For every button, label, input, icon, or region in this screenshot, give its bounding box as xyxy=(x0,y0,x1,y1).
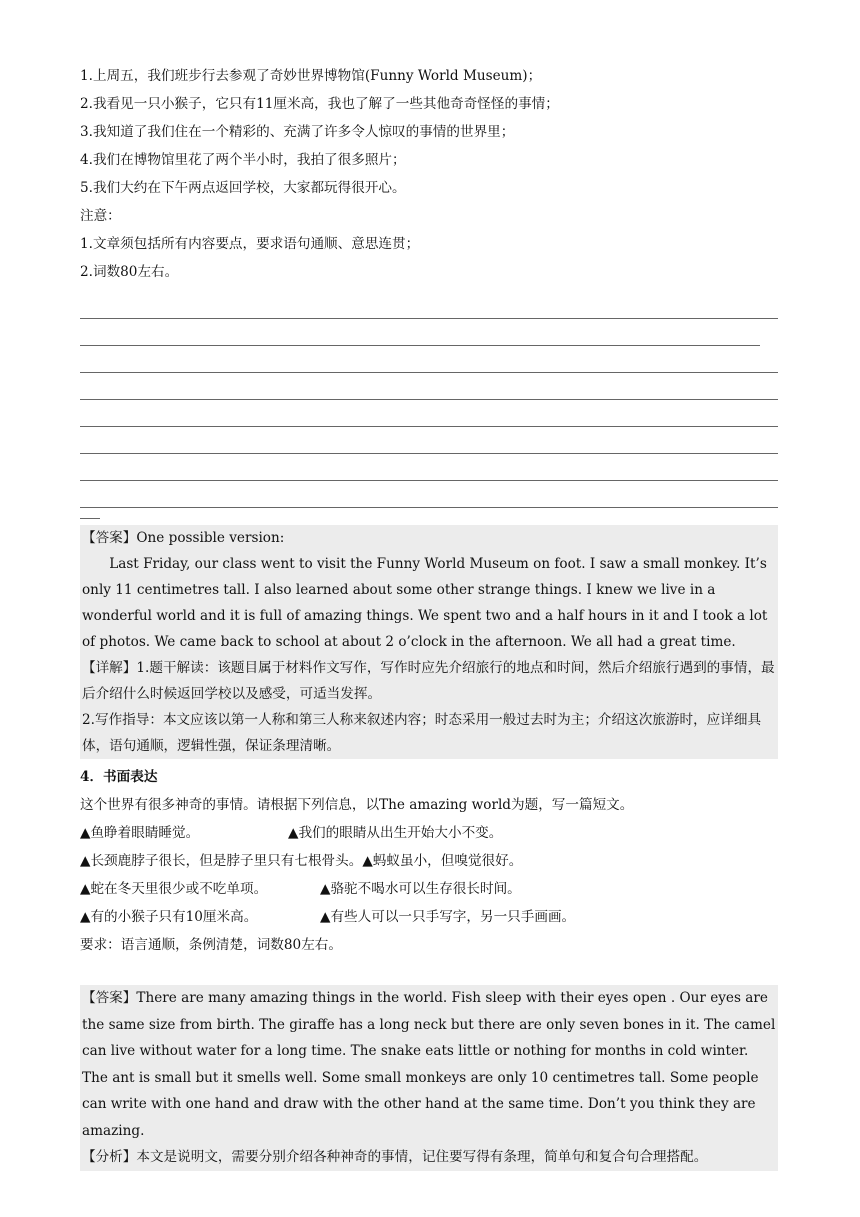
document-page xyxy=(80,62,778,1171)
fact-item: ▲蛇在冬天里很少或不吃单项。 xyxy=(80,881,268,897)
fact-row xyxy=(80,847,778,875)
answer-tag: 【答案】 xyxy=(82,530,137,546)
fact-row xyxy=(80,875,778,903)
notes-title: 注意： xyxy=(80,208,121,224)
note-2: 2.词数80左右。 xyxy=(80,264,179,280)
writing-line xyxy=(80,319,760,346)
point-4: 4.我们在博物馆里花了两个半小时，我拍了很多照片； xyxy=(80,152,406,168)
writing-line xyxy=(80,400,778,427)
fact-item: ▲长颈鹿脖子很长，但是脖子里只有七根骨头。 xyxy=(80,853,363,869)
point-1: 1.上周五，我们班步行去参观了奇妙世界博物馆(Funny World Museum)； xyxy=(80,68,542,84)
writing-line xyxy=(80,292,778,319)
point-2: 2.我看见一只小猴子，它只有11厘米高，我也了解了一些其他奇奇怪怪的事情； xyxy=(80,96,559,112)
answer-essay: Last Friday, our class went to visit the Funny World Museum on foot. I saw a small monkey. It’s only 11 centimetres tall. I also learned about some other strange things. I knew we live in a wonderful world and it is full of amazing things. We spent two and a half hours in it and I took a lot of photos. We came back to school at about 2 o’clock in the afternoon. We all had a great time. xyxy=(82,556,768,650)
spacer xyxy=(80,959,778,983)
fact-item: ▲有的小猴子只有10厘米高。 xyxy=(80,909,258,925)
fact-item: ▲我们的眼睛从出生开始大小不变。 xyxy=(288,825,503,841)
detail-2: 2.写作指导：本文应该以第一人称和第三人称来叙述内容；时态采用一般过去时为主；介绍这次旅游时，应详细具体，语句通顺，逻辑性强，保证条理清晰。 xyxy=(82,712,762,754)
fact-row xyxy=(80,903,778,931)
writing-line xyxy=(80,427,778,454)
fact-row xyxy=(80,819,778,847)
answer-block-2 xyxy=(80,985,778,1171)
writing-line xyxy=(80,373,778,400)
fact-item: ▲蚂蚁虽小，但嗅觉很好。 xyxy=(362,853,523,869)
content-points xyxy=(80,62,778,286)
fact-item: ▲骆驼不喝水可以生存很长时间。 xyxy=(320,881,521,897)
analysis-text: 本文是说明文，需要分别介绍各种神奇的事情，记住要写得有条理，简单句和复合句合理搭配。 xyxy=(136,1149,708,1165)
detail-1: 1.题干解读：该题目属于材料作文写作，写作时应先介绍旅行的地点和时间，然后介绍旅行遇到的事情，最后介绍什么时候返回学校以及感受，可适当发挥。 xyxy=(82,660,775,702)
answer-essay: There are many amazing things in the world. Fish sleep with their eyes open . Our eyes are the same size from birth. The giraffe has a long neck but there are only seven bones in it. The camel can live without water for a long time. The snake eats little or nothing for months in cold winter. The ant is small but it smells well. Some small monkeys are only 10 centimetres tall. Some people can write with one hand and draw with the other hand at the same time. Don’t you think they are amazing. xyxy=(82,990,776,1139)
writing-line xyxy=(80,454,778,481)
point-5: 5.我们大约在下午两点返回学校，大家都玩得很开心。 xyxy=(80,180,406,196)
analysis-tag: 【分析】 xyxy=(82,1149,137,1165)
writing-lines xyxy=(80,292,778,519)
question-4-prompt: 这个世界有很多神奇的事情。请根据下列信息，以The amazing world为题，写一篇短文。 xyxy=(80,797,634,813)
facts-list xyxy=(80,819,778,931)
question-4-heading: 4．书面表达 xyxy=(80,769,158,785)
fact-item: ▲鱼睁着眼睛睡觉。 xyxy=(80,825,200,841)
point-3: 3.我知道了我们住在一个精彩的、充满了许多令人惊叹的事情的世界里； xyxy=(80,124,515,140)
writing-line-tail xyxy=(80,508,100,519)
detail-tag: 【详解】 xyxy=(82,660,137,676)
answer-tag: 【答案】 xyxy=(82,990,137,1006)
writing-line xyxy=(80,481,778,508)
writing-line xyxy=(80,346,778,373)
question-4-requirement: 要求：语言通顺，条例清楚，词数80左右。 xyxy=(80,937,342,953)
answer-block-1 xyxy=(80,525,778,759)
note-1: 1.文章须包括所有内容要点，要求语句通顺、意思连贯； xyxy=(80,236,420,252)
fact-item: ▲有些人可以一只手写字，另一只手画画。 xyxy=(320,909,576,925)
answer-intro: One possible version: xyxy=(136,530,285,546)
